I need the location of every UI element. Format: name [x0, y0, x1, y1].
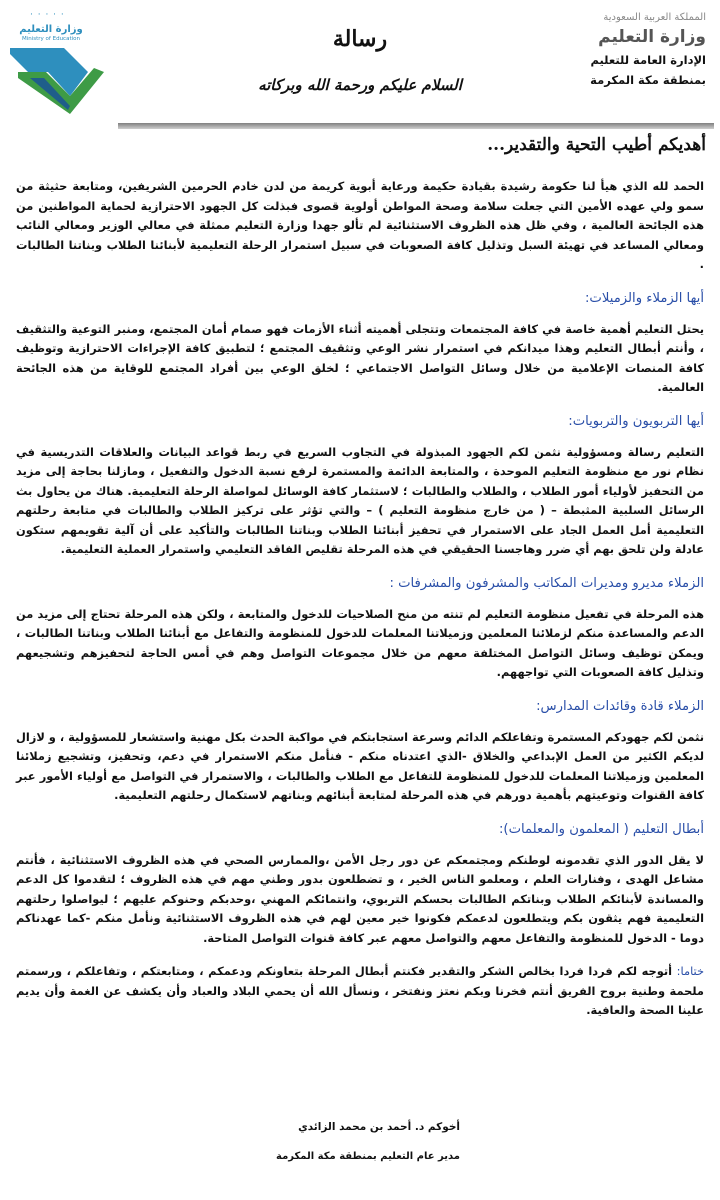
logo-english-text: Ministry of Education	[21, 36, 80, 42]
government-block	[506, 12, 706, 87]
closing-label: ختاما:	[676, 964, 705, 978]
section-paragraph: هذه المرحلة في تفعيل منظومة التعليم لم تنته من منح الصلاحيات للدخول والمتابعة ، ولكن هذه المرحلة تحتاج إلى مزيد من الدعم والمساعدة منكم لزملائنا المعلمين وزميلاتنا المعلمات للدخول للمنظومة والتفاعل مع أبنائنا الطلاب وبناتنا الطالبات ، ويمكن توظيف وسائل التواصل المختلفة معهم من خلال مجموعات التواصل وهم في أمس الحاجة لتحفيزهم وتشجيعهم وتذليل كافة الصعوبات التي تواجههم.	[16, 606, 704, 679]
closing-paragraph	[10, 962, 710, 1021]
intro-paragraph: الحمد لله الذي هيأ لنا حكومة رشيدة بقيادة حكيمة ورعاية أبوية كريمة من لدن خادم الحرمين الشريفين، ومتابعة حثيثة من سمو ولي عهده الأمين التي جعلت سلامة وصحة المواطن أولوية قصوى فبذلت كل الجهود الاحترازية لحماية المواطنين من هذه الجائحة العالمية ، وفي ظل هذه الظروف الاستثنائية لم تألو جهدا وزارة التعليم ممثلة في معالي الوزير ومعالي النائب ومعالي المساعد في تهيئة السبل وتذليل كافة الصعوبات في سبيل استمرار الرحلة التعليمية لأبنائنا الطلاب وبناتنا الطالبات .	[16, 179, 704, 271]
document-title: رسالة	[332, 26, 388, 52]
title-block	[225, 26, 495, 94]
section-heading: أيها التربويون والتربويات:	[568, 413, 704, 429]
header-divider	[118, 123, 714, 129]
kingdom-name: المملكة العربية السعودية	[603, 12, 706, 23]
intro-heading: أهديكم أطيب التحية والتقدير...	[487, 135, 706, 155]
logo-arabic-text: وزارة التعليم	[19, 24, 83, 35]
signatory-role: مدير عام التعليم بمنطقة مكة المكرمة	[276, 1151, 460, 1162]
section-paragraph: يحتل التعليم أهمية خاصة في كافة المجتمعات وتتجلى أهميته أثناء الأزمات فهو صمام أمان المجتمع، ومنبر التوعية والتثقيف ، وأنتم أبطال التعليم وهذا ميدانكم في استمرار نشر الوعي وتثقيف المجتمع ؛ لتطبيق كافة الإجراءات الاحترازية وتوظيف كافة المنصات الإعلامية من خلال وسائل التواصل الاجتماعي ؛ لخلق الوعي بين أفراد المجتمع للوقاية من هذه الجائحة العالمية.	[16, 321, 704, 394]
signature-block	[120, 1121, 460, 1162]
region-name: بمنطقة مكة المكرمة	[590, 73, 706, 87]
section-paragraph: التعليم رسالة ومسؤولية نثمن لكم الجهود المبذولة في التجاوب السريع في ربط قواعد البيانات والعلاقات التدريسية في نظام نور مع منظومة التعليم الموحدة ، والمتابعة الدائمة والمستمرة لرفع نسبة الدخول والتفعيل ، ومازلنا بحاجة إلى مزيد من التحفيز لأولياء أمور الطلاب ، والطلاب والطالبات ؛ لاستثمار كافة الوسائل لمواصلة الرحلة التعليمية. هناك من يحاول بث الرسائل السلبية المثبطة – ( من خارج منظومة التعليم ) – والتي تؤثر على تركيز الطلاب والطالبات في متابعة رحلتهم التعليمية أمل العمل الجاد على الاستمرار في تحفيز أبنائنا الطلاب وبناتنا الطالبات والتأكيد على أن آلية تقويمهم ستكون عادلة ولن تلحق بهم أي ضرر وهاجسنا الحقيقي في هذه المرحلة تقليص الفاقد التعليمي واستمرار العملية التعليمية.	[16, 444, 704, 556]
section-heading: الزملاء مديرو ومديرات المكاتب والمشرفون والمشرفات :	[389, 575, 704, 591]
signatory-name: أخوكم د. أحمد بن محمد الزائدي	[298, 1121, 460, 1133]
greeting: السلام عليكم ورحمة الله وبركاته	[258, 76, 462, 94]
section-heading: الزملاء قادة وقائدات المدارس:	[536, 698, 704, 714]
section-heading: أيها الزملاء والزميلات:	[584, 290, 704, 306]
ministry-logo	[8, 6, 104, 130]
section-paragraph: نثمن لكم جهودكم المستمرة وتفاعلكم الدائم وسرعة استجابتكم في مواكبة الحدث بكل مهنية واستشعار للمسؤولية ، و لازال لديكم الكثير من العمل الإبداعي والخلاق -الذي اعتدناه منكم - فنأمل منكم الاستمرار في دعم، وتحفيز، وتشجيع زملائنا المعلمين وزميلاتنا المعلمات للدخول للمنظومة للتفاعل مع الطلاب والطالبات ، والاستمرار في التواصل مع أولياء الأمور عبر كافة القنوات وتوعيتهم بأهمية دورهم في هذه المرحلة لمتابعة أبنائهم وبناتهم لاستكمال رحلتهم التعليمية.	[16, 729, 704, 802]
department-name: الإدارة العامة للتعليم	[590, 53, 706, 67]
ministry-name: وزارة التعليم	[598, 27, 706, 47]
letterhead	[0, 0, 720, 132]
section-heading: أبطال التعليم ( المعلمون والمعلمات):	[498, 821, 704, 837]
closing-text: أتوجه لكم فردا فردا بخالص الشكر والتقدير فكنتم أبطال المرحلة بتعاونكم ودعمكم ، ومتابعتكم ، وتفاعلكم ، ورسمتم ملحمة وطنية بروح الفريق أنتم فخرنا وبكم نعتز ونفتخر ، ونسأل الله أن يحمي البلاد والعباد وأن يكشف عن الغمة وأن يديم علينا الصحة والعافية.	[16, 964, 704, 1017]
letter-body	[10, 135, 710, 1021]
logo-chevron-icon	[8, 6, 104, 130]
section-paragraph: لا يقل الدور الذي تقدمونه لوطنكم ومجتمعكم عن دور رجل الأمن ،والممارس الصحي في هذه الظروف الاستثنائية ، فأنتم مشاعل الهدى ، وفنارات العلم ، ومعلمو الناس الخير ، و تضطلعون بدور وطني مهم في هذه الظروف ؛ لتقدموا كل الدعم والمساندة لأبنائكم الطلاب وبناتكم الطالبات بحسكم التربوي، وانتمائكم المهني ،وحدبكم وحنوكم عليهم ؛ ليواصلوا رحلتهم التعليمية فهم يثقون بكم ويتطلعون لدعمكم فكونوا خير معين لهم في هذه الظروف الاستثنائية ونأمل منكم -كما عهدناكم دوما - الدخول للمنظومة والتفاعل معهم والتواصل معهم عبر كافة قنوات التواصل المتاحة.	[16, 852, 704, 945]
logo-dots-icon: · · · · ·	[30, 10, 65, 20]
